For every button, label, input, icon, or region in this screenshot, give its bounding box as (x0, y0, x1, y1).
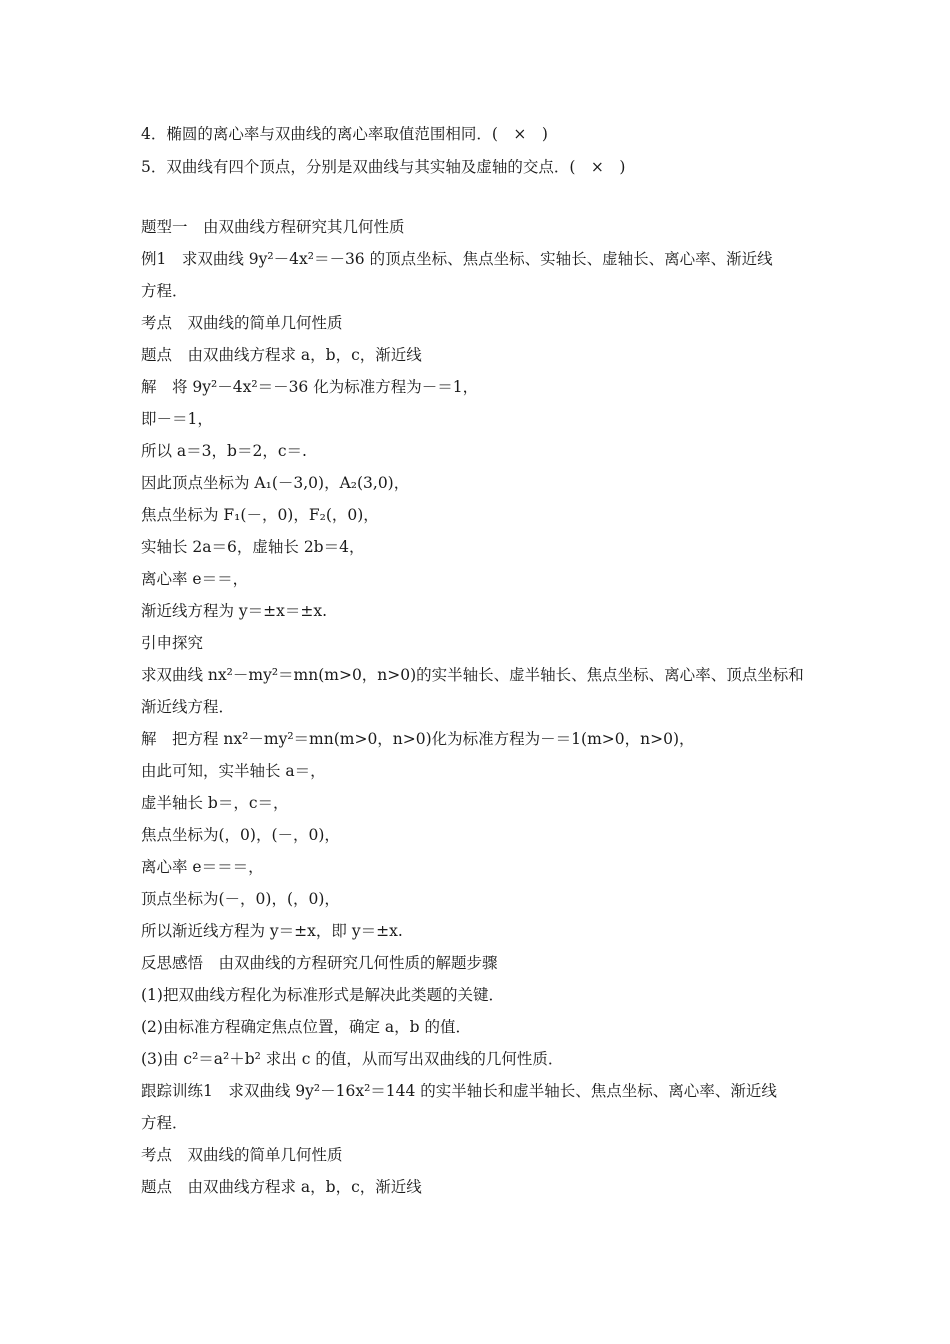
solution1-line: 渐近线方程为 y＝±x＝±x. (141, 602, 328, 620)
reflection-step: (3)由 c²＝a²＋b² 求出 c 的值，从而写出双曲线的几何性质． (141, 1050, 564, 1068)
kaodian-1: 考点 双曲线的简单几何性质 (141, 314, 343, 332)
solution2-line: 由此可知，实半轴长 a＝， (141, 762, 326, 780)
solution2-line: 顶点坐标为(－，0)，(，0)， (141, 890, 340, 908)
reflection-step: (1)把双曲线方程化为标准形式是解决此类题的关键． (141, 986, 504, 1004)
example1-line1: 例1 求双曲线 9y²－4x²＝－36 的顶点坐标、焦点坐标、实轴长、虚轴长、离心率、渐近线 (141, 250, 773, 268)
solution1-line: 焦点坐标为 F₁(－，0)，F₂(，0)， (141, 506, 379, 524)
solution2-line: 所以渐近线方程为 y＝±x，即 y＝±x. (141, 922, 403, 940)
example1-line2: 方程． (141, 282, 188, 300)
training-line2: 方程． (141, 1114, 188, 1132)
solution1-line: 所以 a＝3，b＝2，c＝. (141, 442, 307, 460)
tidian-2: 题点 由双曲线方程求 a，b，c，渐近线 (141, 1178, 422, 1196)
solution2-line: 虚半轴长 b＝，c＝， (141, 794, 289, 812)
reflection-title: 反思感悟 由双曲线的方程研究几何性质的解题步骤 (141, 954, 498, 972)
solution1-line: 因此顶点坐标为 A₁(－3,0)，A₂(3,0)， (141, 474, 410, 492)
solution1-line: 即－＝1， (141, 410, 213, 428)
tidian-1: 题点 由双曲线方程求 a，b，c，渐近线 (141, 346, 422, 364)
extension-line1: 求双曲线 nx²－my²＝mn(m>0，n>0)的实半轴长、虚半轴长、焦点坐标、离心率、顶点坐标和 (141, 666, 804, 684)
statement-4: 4．椭圆的离心率与双曲线的离心率取值范围相同．( × ) (141, 125, 548, 143)
reflection-step: (2)由标准方程确定焦点位置，确定 a，b 的值． (141, 1018, 471, 1036)
section-heading: 题型一 由双曲线方程研究其几何性质 (141, 218, 405, 236)
statement-5: 5．双曲线有四个顶点，分别是双曲线与其实轴及虚轴的交点．( × ) (141, 158, 626, 176)
solution2-line: 离心率 e＝＝＝， (141, 858, 264, 876)
training-line1: 跟踪训练1 求双曲线 9y²－16x²＝144 的实半轴长和虚半轴长、焦点坐标、离心率、渐近线 (141, 1082, 777, 1100)
solution1-line: 离心率 e＝＝， (141, 570, 249, 588)
solution2-line: 焦点坐标为(，0)，(－，0)， (141, 826, 340, 844)
solution2-line: 解 把方程 nx²－my²＝mn(m>0，n>0)化为标准方程为－＝1(m>0，n>0)， (141, 730, 695, 748)
kaodian-2: 考点 双曲线的简单几何性质 (141, 1146, 343, 1164)
solution1-line: 解 将 9y²－4x²＝－36 化为标准方程为－＝1， (141, 378, 479, 396)
extension-line2: 渐近线方程． (141, 698, 235, 716)
solution1-line: 实轴长 2a＝6，虚轴长 2b＝4， (141, 538, 365, 556)
extension-title: 引申探究 (141, 634, 204, 652)
